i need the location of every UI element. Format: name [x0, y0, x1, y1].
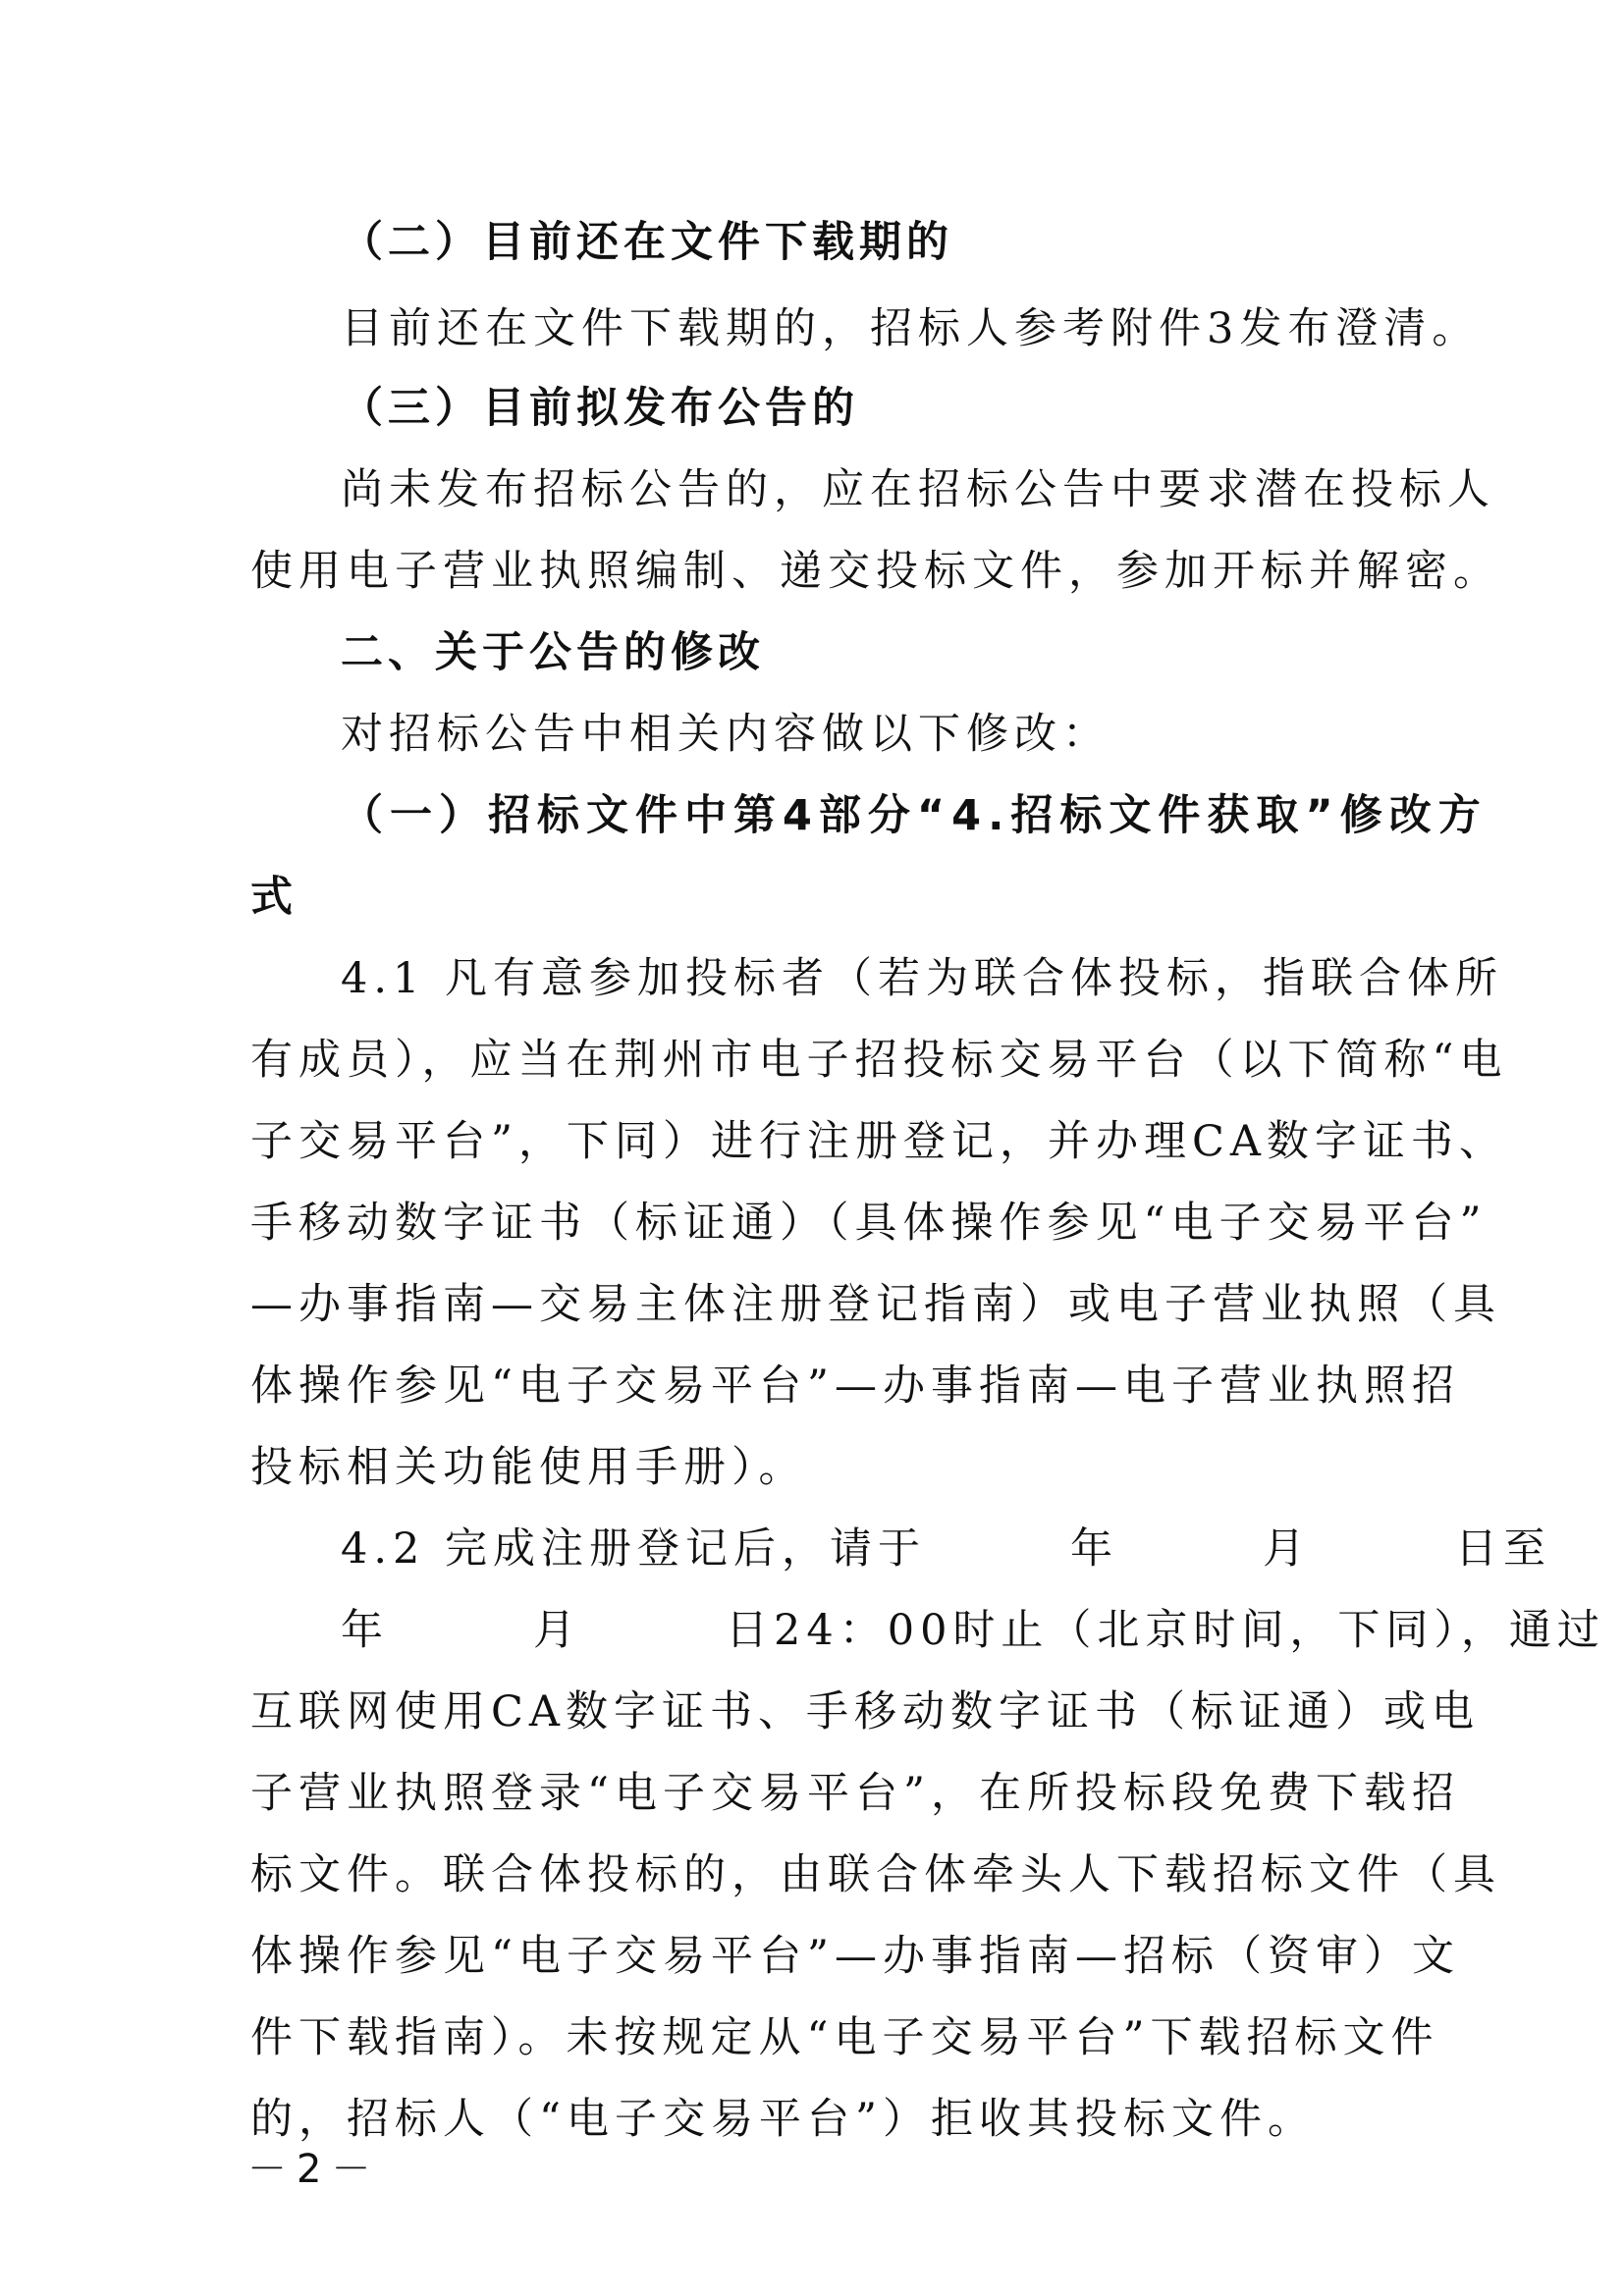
clause-4-2-line: 件下载指南）。未按规定从“电子交易平台”下载招标文件 — [250, 2013, 1439, 2062]
subheading-planned-announcement: （三）目前拟发布公告的 — [341, 384, 859, 433]
paragraph-planned-announcement-line-1: 尚未发布招标公告的，应在招标公告中要求潜在投标人 — [341, 465, 1495, 514]
paragraph-download-period: 目前还在文件下载期的，招标人参考附件3发布澄清。 — [341, 304, 1481, 353]
section-heading-announcement-modification: 二、关于公告的修改 — [341, 628, 765, 677]
clause-4-1-line: 手移动数字证书（标证通）（具体操作参见“电子交易平台” — [250, 1199, 1488, 1248]
paragraph-modification-intro: 对招标公告中相关内容做以下修改： — [341, 710, 1110, 759]
clause-4-1-line: 子交易平台”，下同）进行注册登记，并办理CA数字证书、 — [250, 1117, 1507, 1166]
clause-4-1-line: 4.1 凡有意参加投标者（若为联合体投标，指联合体所 — [341, 954, 1504, 1003]
clause-4-1-line: 投标相关功能使用手册）。 — [250, 1443, 807, 1492]
clause-4-1-line: 体操作参见“电子交易平台”—办事指南—电子营业执照招 — [250, 1362, 1460, 1411]
clause-4-2-line: 子营业执照登录“电子交易平台”，在所投标段免费下载招 — [250, 1769, 1460, 1818]
clause-4-2-line: 4.2 完成注册登记后，请于 年 月 日至 — [341, 1524, 1552, 1574]
clause-4-2-line: 体操作参见“电子交易平台”—办事指南—招标（资审）文 — [250, 1932, 1460, 1981]
subheading-tender-doc-line-1: （一）招标文件中第4部分“4.招标文件获取”修改方 — [341, 791, 1488, 840]
clause-4-1-line: —办事指南—交易主体注册登记指南）或电子营业执照（具 — [250, 1280, 1501, 1329]
clause-4-2-line: 年 月 日24：00时止（北京时间，下同），通过 — [341, 1606, 1605, 1655]
clause-4-1-line: 有成员），应当在荆州市电子招投标交易平台（以下简称“电 — [250, 1036, 1508, 1085]
clause-4-2-line: 标文件。联合体投标的，由联合体牵头人下载招标文件（具 — [250, 1850, 1501, 1899]
clause-4-2-line: 互联网使用CA数字证书、手移动数字证书（标证通）或电 — [250, 1687, 1480, 1736]
paragraph-planned-announcement-line-2: 使用电子营业执照编制、递交投标文件，参加开标并解密。 — [250, 547, 1501, 596]
clause-4-2-line: 的，招标人（“电子交易平台”）拒收其投标文件。 — [250, 2095, 1316, 2144]
subheading-tender-doc-line-2: 式 — [250, 873, 298, 922]
subheading-download-period: （二）目前还在文件下载期的 — [341, 218, 953, 267]
page-number: －2－ — [247, 2147, 381, 2192]
